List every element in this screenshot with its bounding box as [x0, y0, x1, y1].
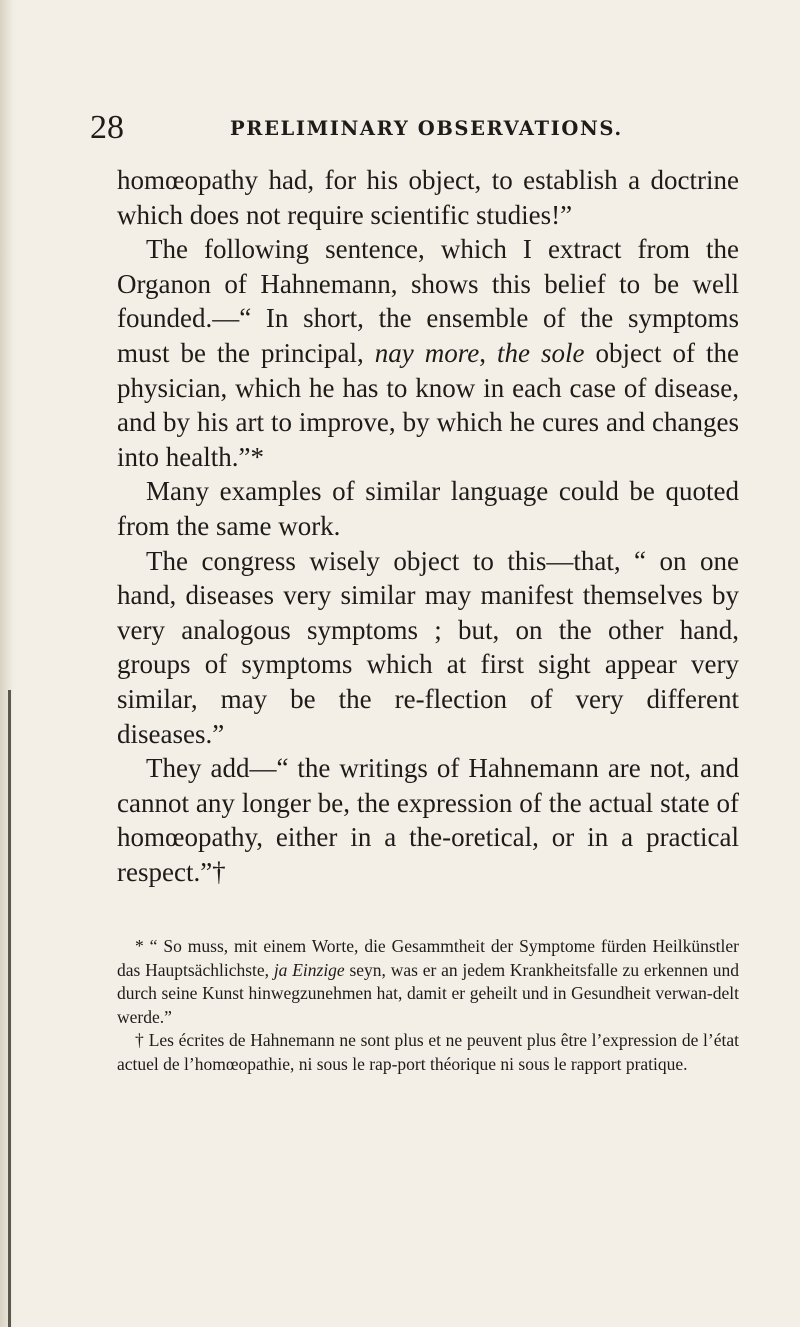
page-header [90, 108, 730, 148]
footnote-1 [117, 935, 739, 1029]
footnote-1-text-a: * “ So muss, mit einem Worte, die Gesammtheit der Symptome fürden Heilkünstler das Hauptsächlichste, [117, 936, 739, 980]
paragraph-2-text-a: The following sentence, which I extract from the Organon of Hahnemann, shows this belief to be well founded.—“ In short, the ensemble of the symptoms must be the principal, [117, 234, 739, 368]
paragraph-2-text-c: object of the physician, which he has to know in each case of disease, and by his art to improve, by which he cures and changes into health.”* [117, 337, 739, 472]
page-number: 28 [90, 109, 124, 146]
footnote-1-italic: ja Einzige [273, 959, 345, 980]
footnotes [117, 935, 739, 1076]
paragraph-1: homœopathy had, for his object, to establish a doctrine which does not require scientific studies!” [117, 165, 739, 230]
footnote-1-text-b: seyn, was er an jedem Krankheitsfalle zu erkennen und durch seine Kunst hinwegzunehmen hat, damit er geheilt und in Gesundheit verwan-delt werde.” [117, 959, 740, 1027]
paragraph-4: The congress wisely object to this—that, “ on one hand, diseases very similar may manifest themselves by very analogous symptoms ; but, on the other hand, groups of symptoms which at first sight appear very similar, may be the re-flection of very different diseases.” [117, 545, 739, 749]
italic-the-sole: the sole [497, 337, 585, 368]
paragraph-2-text-b: , [479, 337, 497, 368]
binding-edge-line [8, 690, 11, 1327]
body-text [117, 163, 739, 889]
paragraph-2 [117, 232, 739, 474]
paragraph-3: Many examples of similar language could be quoted from the same work. [117, 476, 739, 541]
page-gutter-shadow [0, 0, 14, 1327]
running-head: PRELIMINARY OBSERVATIONS. [230, 117, 623, 140]
footnote-2: † Les écrites de Hahnemann ne sont plus et ne peuvent plus être l’expression de l’état actuel de l’homœopathie, ni sous le rap-port théorique ni sous le rapport pratique. [117, 1030, 739, 1074]
italic-nay-more: nay more [374, 337, 480, 368]
paragraph-5: They add—“ the writings of Hahnemann are not, and cannot any longer be, the expression of the actual state of homœopathy, either in a the-oretical, or in a practical respect.”† [117, 753, 739, 887]
